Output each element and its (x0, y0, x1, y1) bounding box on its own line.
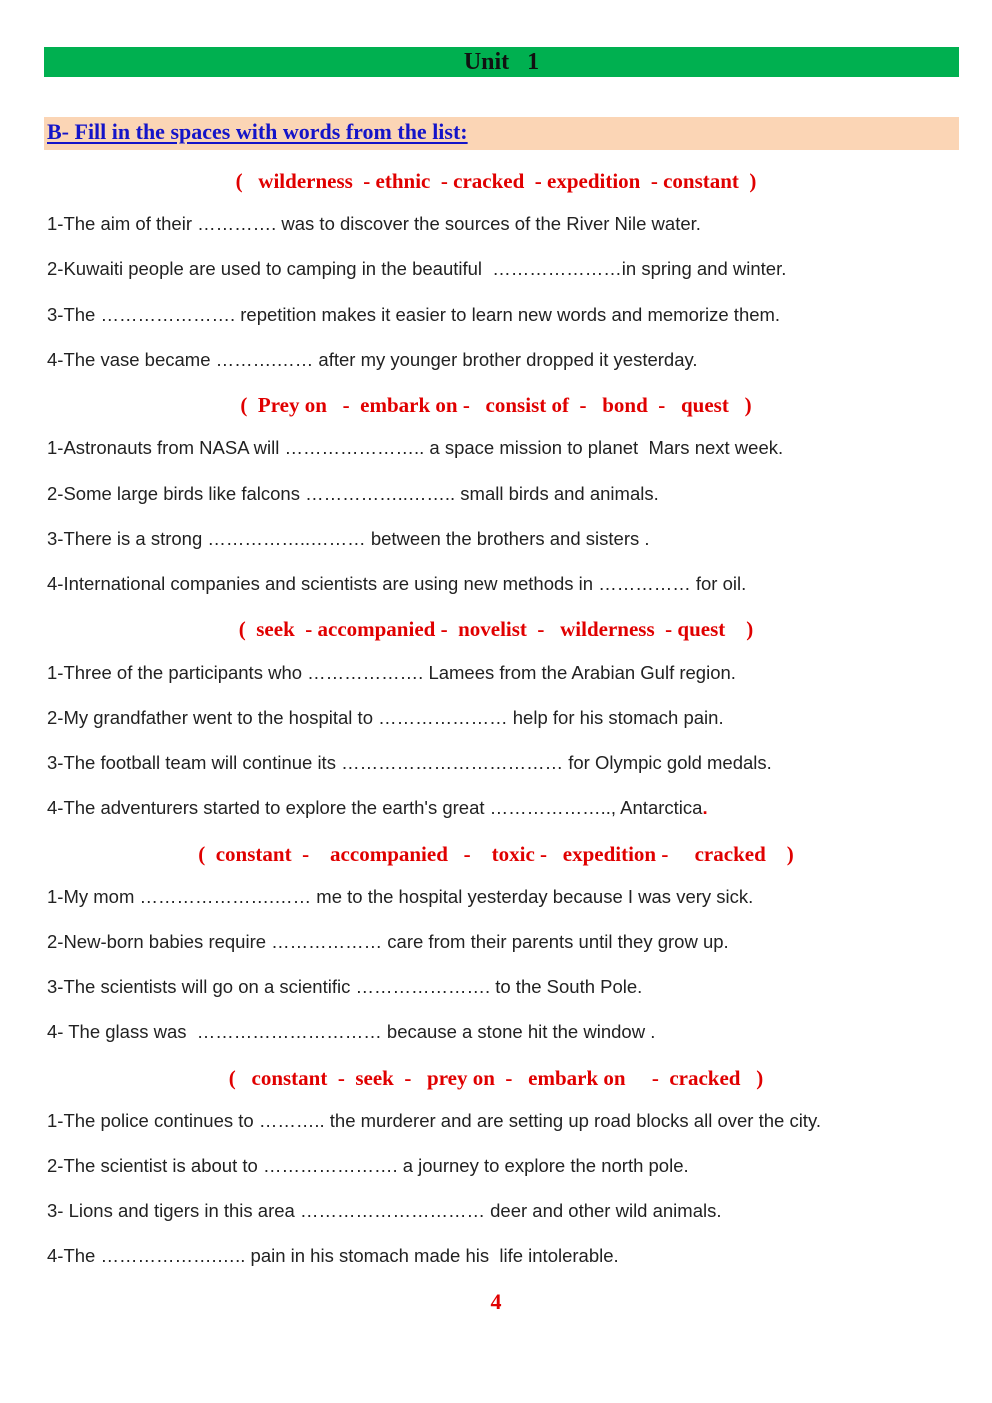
red-period-mark: . (702, 797, 708, 818)
question-3-1: 1-Three of the participants who ………………. Lamees from the Arabian Gulf region. (47, 662, 736, 683)
word-list-5: ( constant - seek - prey on - embark on - cracked ) (228, 1066, 764, 1090)
page-number: 4 (490, 1289, 502, 1314)
question-1-3: 3-The …………………. repetition makes it easier to learn new words and memorize them. (47, 304, 781, 325)
question-2-2: 2-Some large birds like falcons ……………..…….. small birds and animals. (47, 483, 659, 504)
question-2-4: 4-International companies and scientists are using new methods in …………… for oil. (47, 573, 747, 594)
question-4-4: 4- The glass was ………………………… because a stone hit the window . (47, 1021, 656, 1042)
question-4-2: 2-New-born babies require ……………… care from their parents until they grow up. (47, 931, 729, 952)
instruction-heading: B- Fill in the spaces with words from the list: (47, 119, 468, 144)
word-list-2: ( Prey on - embark on - consist of - bond - quest ) (240, 393, 752, 417)
question-3-2: 2-My grandfather went to the hospital to ………………… help for his stomach pain. (47, 707, 724, 728)
question-2-1: 1-Astronauts from NASA will ………………….. a space mission to planet Mars next week. (47, 437, 784, 458)
question-2-3: 3-There is a strong ……………..……… between the brothers and sisters . (47, 528, 650, 549)
word-list-3: ( seek - accompanied - novelist - wilderness - quest ) (238, 617, 754, 641)
question-5-1: 1-The police continues to ……….. the murderer and are setting up road blocks all over the city. (47, 1110, 821, 1131)
question-1-1: 1-The aim of their …………. was to discover the sources of the River Nile water. (47, 213, 701, 234)
word-list-4: ( constant - accompanied - toxic - expedition - cracked ) (198, 842, 794, 866)
question-4-3: 3-The scientists will go on a scientific …………………. to the South Pole. (47, 976, 643, 997)
question-5-3: 3- Lions and tigers in this area ………………………… deer and other wild animals. (47, 1200, 722, 1221)
question-1-2: 2-Kuwaiti people are used to camping in the beautiful …………………in spring and winter. (47, 258, 787, 279)
word-list-1: ( wilderness - ethnic - cracked - expedition - constant ) (235, 169, 757, 193)
question-3-3: 3-The football team will continue its ……………………………… for Olympic gold medals. (47, 752, 772, 773)
question-1-4: 4-The vase became ……….…… after my younger brother dropped it yesterday. (47, 349, 698, 370)
unit-title: Unit 1 (463, 48, 540, 75)
unit-title-bar (44, 47, 959, 77)
question-5-4: 4-The ……………….….. pain in his stomach made his life intolerable. (47, 1245, 619, 1266)
instruction-bar (44, 117, 959, 150)
question-3-4-line (47, 797, 708, 819)
question-4-1: 1-My mom ………………….…… me to the hospital yesterday because I was very sick. (47, 886, 754, 907)
question-3-4: 4-The adventurers started to explore the earth's great ……………….., Antarctica (47, 797, 703, 818)
question-5-2: 2-The scientist is about to …………………. a journey to explore the north pole. (47, 1155, 689, 1176)
